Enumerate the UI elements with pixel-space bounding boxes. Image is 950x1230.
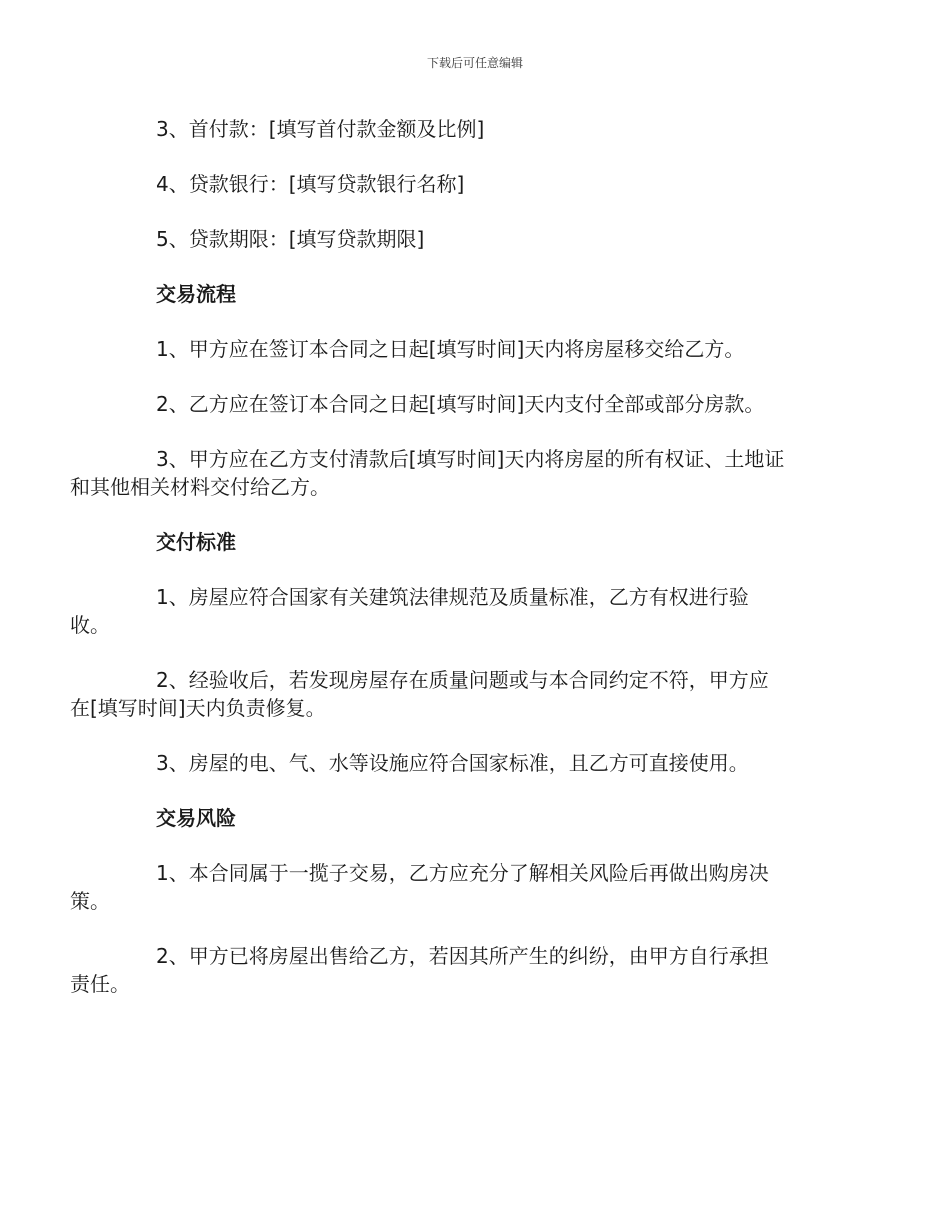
delivery-item-3-line1: 3、房屋的电、气、水等设施应符合国家标准，且乙方可直接使用。 (156, 751, 749, 775)
process-item-3-line2: 和其他相关材料交付给乙方。 (70, 475, 330, 499)
loan-item-down-payment: 3、首付款：[填写首付款金额及比例] (156, 117, 485, 141)
loan-item-bank: 4、贷款银行：[填写贷款银行名称] (156, 172, 465, 196)
process-item-3-line1: 3、甲方应在乙方支付清款后[填写时间]天内将房屋的所有权证、土地证 (156, 447, 785, 471)
delivery-item-3 (113, 749, 838, 777)
process-item-2-line1: 2、乙方应在签订本合同之日起[填写时间]天内支付全部或部分房款。 (156, 392, 765, 416)
risk-item-2-line1: 2、甲方已将房屋出售给乙方，若因其所产生的纠纷，由甲方自行承担 (156, 944, 769, 968)
process-item-3 (70, 445, 838, 501)
delivery-item-2-line1: 2、经验收后，若发现房屋存在质量问题或与本合同约定不符，甲方应 (156, 668, 769, 692)
delivery-item-1-line2: 收。 (70, 613, 110, 637)
document-body (70, 115, 838, 1025)
risk-item-1-line2: 策。 (70, 889, 110, 913)
delivery-item-2 (70, 666, 838, 722)
risk-item-2-line2: 责任。 (70, 972, 130, 996)
section-heading-delivery: 交付标准 (156, 530, 236, 554)
section-heading-risk: 交易风险 (156, 806, 236, 830)
delivery-item-1-line1: 1、房屋应符合国家有关建筑法律规范及质量标准，乙方有权进行验 (156, 585, 749, 609)
risk-item-2 (70, 942, 838, 998)
risk-item-1 (70, 859, 838, 915)
risk-item-1-line1: 1、本合同属于一揽子交易，乙方应充分了解相关风险后再做出购房决 (156, 861, 769, 885)
header-note: 下载后可任意编辑 (426, 56, 523, 70)
process-item-1-line1: 1、甲方应在签订本合同之日起[填写时间]天内将房屋移交给乙方。 (156, 337, 745, 361)
delivery-item-2-line2: 在[填写时间]天内负责修复。 (70, 696, 326, 720)
process-item-1 (113, 335, 838, 363)
process-item-2 (113, 390, 838, 418)
delivery-item-1 (70, 583, 838, 639)
loan-item-term: 5、贷款期限：[填写贷款期限] (156, 227, 425, 251)
section-heading-process: 交易流程 (156, 282, 236, 306)
